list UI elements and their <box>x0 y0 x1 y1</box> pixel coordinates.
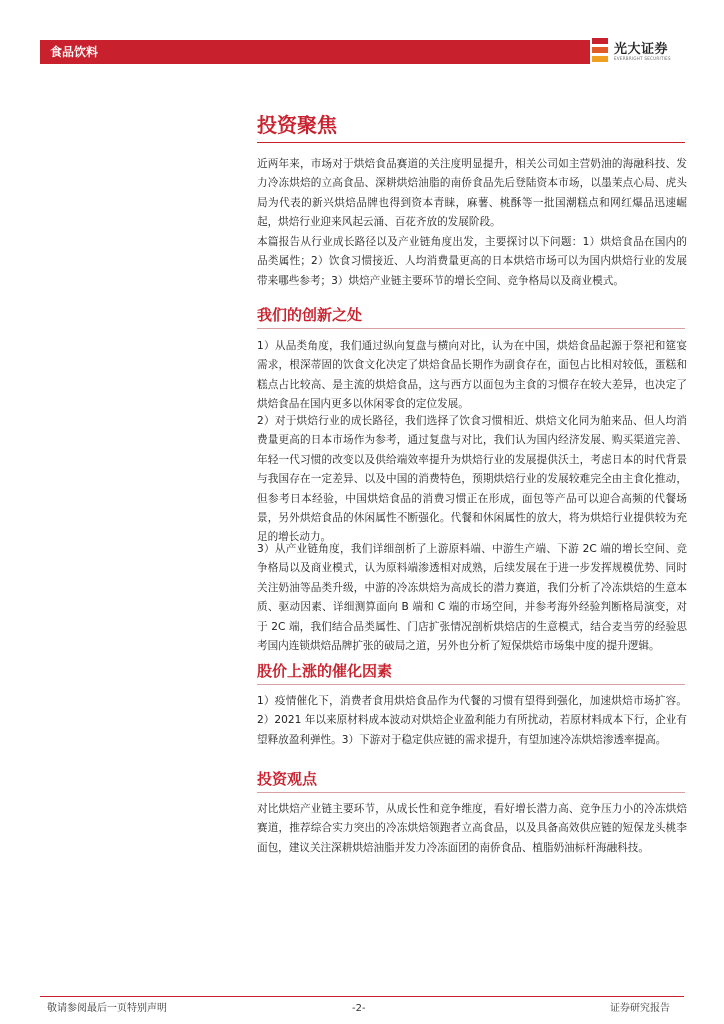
innovation-paragraph-2: 2）对于烘焙行业的成长路径，我们选择了饮食习惯相近、烘焙文化同为舶来品、但人均消费量更高的日本市场作为参考，通过复盘与对比，我们认为国内经济发展、购买渠道完善、年轻一代习惯的改变以及供给端效率提升为烘焙行业的发展提供沃土，考虑日本的时代背景与我国存在一定差异、以及中国的消费特色，预期烘焙行业的发展较难完全由主食化推动，但参考日本经验，中国烘焙食品的消费习惯正在形成，面包等产品可以迎合高频的代餐场景，另外烘焙食品的休闲属性不断强化。代餐和休闲属性的放大，将为烘焙行业提供较为充足的增长动力。 <box>257 415 687 544</box>
view-heading: 投资观点 <box>257 770 318 788</box>
header-bar <box>40 40 684 64</box>
logo-text: 光大证券 <box>614 42 669 57</box>
footer-divider <box>40 996 684 997</box>
intro-paragraph-1: 近两年来，市场对于烘焙食品赛道的关注度明显提升，相关公司如主营奶油的海融科技、发力冷冻烘焙的立高食品、深耕烘焙油脂的南侨食品先后登陆资本市场，以墨茉点心局、虎头局为代表的新兴烘焙品牌也得到资本青睐，麻薯、桃酥等一批国潮糕点和网红爆品迅速崛起，烘焙行业迎来风起云涌、百花齐放的发展阶段。 <box>257 158 687 229</box>
innovation-paragraph-3: 3）从产业链角度，我们详细剖析了上游原料端、中游生产端、下游 2C 端的增长空间、竞争格局以及商业模式，认为原料端渗透相对成熟，后续发展在于进一步发挥规模优势、同时关注奶油等品类升级，中游的冷冻烘焙为高成长的潜力赛道，我们分析了冷冻烘焙的生意本质、驱动因素、详细测算面向 B 端和 C 端的市场空间，并参考海外经验判断格局演变，对于 2C 端，我们结合品类属性、门店扩张情况剖析烘焙店的生意模式，结合麦当劳的经验思考国内连锁烘焙品牌扩张的破局之道，另外也分析了短保烘焙市场集中度的提升逻辑。 <box>257 543 687 653</box>
logo-mark-icon <box>592 38 608 62</box>
title-divider <box>257 142 685 143</box>
section-title: 投资聚焦 <box>257 113 337 137</box>
view-divider <box>257 792 685 793</box>
innovation-heading: 我们的创新之处 <box>257 306 363 324</box>
catalyst-heading: 股价上涨的催化因素 <box>257 662 393 680</box>
innovation-paragraph-1: 1）从品类角度，我们通过纵向复盘与横向对比，认为在中国，烘焙食品起源于祭祀和筵宴需求，根深蒂固的饮食文化决定了烘焙食品长期作为副食存在，面包占比相对较低，蛋糕和糕点占比较高、是主流的烘焙食品，这与西方以面包为主食的习惯存在较大差异，也决定了烘焙食品在国内更多以休闲零食的定位发展。 <box>257 340 687 411</box>
sector-label: 食品饮料 <box>50 45 99 59</box>
catalyst-divider <box>257 684 685 685</box>
brand-logo <box>590 36 690 66</box>
page-number: -2- <box>352 1003 366 1014</box>
report-type: 证券研究报告 <box>610 1003 670 1014</box>
logo-subtext: EVERBRIGHT SECURITIES <box>614 56 671 61</box>
view-paragraph: 对比烘焙产业链主要环节，从成长性和竞争维度，看好增长潜力高、竞争压力小的冷冻烘焙赛道，推荐综合实力突出的冷冻烘焙领跑者立高食品，以及具备高效供应链的短保龙头桃李面包，建议关注深耕烘焙油脂并发力冷冻面团的南侨食品、植脂奶油标杆海融科技。 <box>257 803 687 854</box>
footer-disclaimer: 敬请参阅最后一页特别声明 <box>47 1003 167 1014</box>
intro-paragraph-2: 本篇报告从行业成长路径以及产业链角度出发，主要探讨以下问题：1）烘焙食品在国内的品类属性；2）饮食习惯接近、人均消费量更高的日本烘焙市场可以为国内烘焙行业的发展带来哪些参考；3）烘焙产业链主要环节的增长空间、竞争格局以及商业模式。 <box>257 236 687 287</box>
catalyst-paragraph: 1）疫情催化下，消费者食用烘焙食品作为代餐的习惯有望得到强化，加速烘焙市场扩容。2）2021 年以来原材料成本波动对烘焙企业盈利能力有所扰动，若原材料成本下行，企业有望释放盈利弹性。3）下游对于稳定供应链的需求提升，有望加速冷冻烘焙渗透率提高。 <box>257 695 687 746</box>
innovation-divider <box>257 328 685 329</box>
